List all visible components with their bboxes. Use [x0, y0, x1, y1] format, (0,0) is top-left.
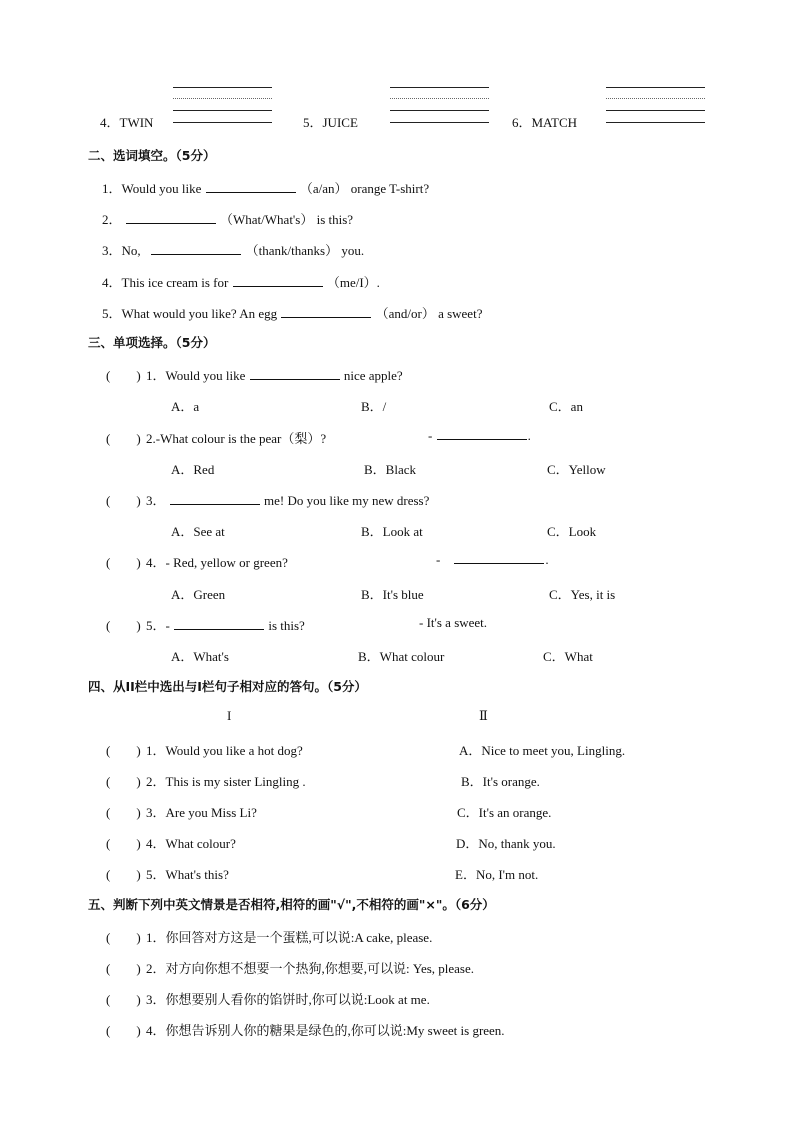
s3-q4-post: .: [545, 552, 549, 567]
s2-item-1: [102, 178, 429, 197]
s3-q2-option-a[interactable]: A．Red: [171, 462, 215, 477]
s3-q2-post: .: [527, 428, 531, 443]
s3-q2-option-b[interactable]: B．Black: [364, 462, 416, 477]
word-match: 6．MATCH: [512, 115, 578, 130]
s3-q4-answer: [436, 552, 549, 568]
answer-paren[interactable]: ( ): [106, 961, 141, 976]
section2-title: 二、选词填空。（5分）: [88, 148, 216, 163]
s3-q2-option-c[interactable]: C．Yellow: [547, 462, 606, 477]
s3-question-4: [146, 552, 288, 571]
s3-q3-blank[interactable]: [170, 493, 260, 505]
column-ii-header: Ⅱ: [479, 708, 488, 723]
answer-paren[interactable]: ( ): [106, 368, 141, 383]
s3-q5-option-a[interactable]: A．What's: [171, 649, 229, 664]
s2-item-4: [102, 272, 380, 291]
s3-q1-post: nice apple?: [343, 368, 403, 383]
s4-left-3: 3．Are you Miss Li?: [146, 805, 257, 820]
s3-q5-option-c[interactable]: C．What: [543, 649, 593, 664]
s2-item-5-blank[interactable]: [281, 306, 371, 318]
s5-item-1: 1．你回答对方这是一个蛋糕,可以说:A cake, please.: [146, 930, 433, 945]
s4-right-c: C．It's an orange.: [457, 805, 552, 820]
s2-item-2-blank[interactable]: [126, 212, 216, 224]
s3-question-3: [146, 490, 429, 509]
s5-item-4: 4．你想告诉别人你的糖果是绿色的,你可以说:My sweet is green.: [146, 1023, 505, 1038]
s2-item-3-pre: 3．No,: [102, 243, 141, 258]
answer-paren[interactable]: ( ): [106, 431, 141, 446]
s5-item-2: 2．对方向你想不想要一个热狗,你想要,可以说: Yes, please.: [146, 961, 475, 976]
s2-item-5: [102, 303, 482, 322]
s4-right-a: A．Nice to meet you, Lingling.: [459, 743, 626, 758]
word-twin: 4．TWIN: [100, 115, 154, 130]
s3-q4-dash: -: [436, 552, 441, 567]
s3-q4-option-a[interactable]: A．Green: [171, 587, 226, 602]
word-juice: 5．JUICE: [303, 115, 358, 130]
s3-q4-pre: 4．- Red, yellow or green?: [146, 555, 288, 570]
s3-q2-pre: 2.-What colour is the pear（梨）?: [146, 431, 327, 446]
s2-item-5-pre: 5．What would you like? An egg: [102, 306, 278, 321]
s2-item-2: [102, 209, 353, 228]
answer-paren[interactable]: ( ): [106, 493, 141, 508]
s3-q5-blank[interactable]: [174, 618, 264, 630]
s4-right-d: D．No, thank you.: [456, 836, 556, 851]
s3-q5-response: - It's a sweet.: [419, 615, 488, 630]
s4-right-b: B．It's orange.: [461, 774, 540, 789]
s2-item-4-post: （me/I）.: [326, 275, 380, 290]
section4-title: 四、从II栏中选出与I栏句子相对应的答句。（5分）: [88, 679, 367, 694]
answer-paren[interactable]: ( ): [106, 774, 141, 789]
s3-q5-pre: 5．-: [146, 618, 170, 633]
s2-item-2-pre: 2．: [102, 212, 122, 227]
section3-title: 三、单项选择。（5分）: [88, 335, 216, 350]
answer-paren[interactable]: ( ): [106, 618, 141, 633]
s3-q2-answer: [428, 428, 531, 444]
s4-left-2: 2．This is my sister Lingling .: [146, 774, 306, 789]
answer-paren[interactable]: ( ): [106, 836, 141, 851]
s2-item-3: [102, 240, 364, 259]
s2-item-3-blank[interactable]: [151, 243, 241, 255]
s3-q1-option-c[interactable]: C．an: [549, 399, 583, 414]
s2-item-1-blank[interactable]: [206, 181, 296, 193]
s3-q3-option-c[interactable]: C．Look: [547, 524, 597, 539]
s3-q5-option-b[interactable]: B．What colour: [358, 649, 445, 664]
s4-left-4: 4．What colour?: [146, 836, 236, 851]
s2-item-1-pre: 1．Would you like: [102, 181, 202, 196]
answer-paren[interactable]: ( ): [106, 1023, 141, 1038]
answer-paren[interactable]: ( ): [106, 743, 141, 758]
s2-item-1-post: （a/an） orange T-shirt?: [299, 181, 430, 196]
s3-q1-pre: 1．Would you like: [146, 368, 246, 383]
s2-item-3-post: （thank/thanks） you.: [245, 243, 365, 258]
answer-paren[interactable]: ( ): [106, 992, 141, 1007]
s2-item-5-post: （and/or） a sweet?: [375, 306, 483, 321]
s3-q2-blank[interactable]: [437, 428, 527, 440]
s3-q4-blank[interactable]: [454, 552, 544, 564]
s3-q4-option-b[interactable]: B．It's blue: [361, 587, 424, 602]
s3-q1-blank[interactable]: [250, 368, 340, 380]
s3-q3-post: me! Do you like my new dress?: [264, 493, 430, 508]
answer-paren[interactable]: ( ): [106, 555, 141, 570]
s3-q3-option-a[interactable]: A．See at: [171, 524, 225, 539]
answer-paren[interactable]: ( ): [106, 805, 141, 820]
s4-left-1: 1．Would you like a hot dog?: [146, 743, 303, 758]
s5-item-3: 3．你想要别人看你的馅饼时,你可以说:Look at me.: [146, 992, 430, 1007]
s3-q5-post: is this?: [268, 618, 305, 633]
s3-q1-option-a[interactable]: A．a: [171, 399, 200, 414]
answer-paren[interactable]: ( ): [106, 930, 141, 945]
s2-item-2-post: （What/What's） is this?: [220, 212, 354, 227]
s3-q3-pre: 3．: [146, 493, 166, 508]
s3-question-5: [146, 615, 305, 634]
s4-right-e: E．No, I'm not.: [455, 867, 539, 882]
s3-q4-option-c[interactable]: C．Yes, it is: [549, 587, 616, 602]
s2-item-4-pre: 4．This ice cream is for: [102, 275, 229, 290]
s4-left-5: 5．What's this?: [146, 867, 229, 882]
s3-q2-dash: -: [428, 428, 433, 443]
column-i-header: I: [227, 708, 232, 723]
section5-title: 五、判断下列中英文情景是否相符,相符的画"√",不相符的画"×"。（6分）: [88, 897, 495, 912]
s3-q3-option-b[interactable]: B．Look at: [361, 524, 423, 539]
answer-paren[interactable]: ( ): [106, 867, 141, 882]
s3-q1-option-b[interactable]: B．/: [361, 399, 387, 414]
s3-question-1: [146, 365, 403, 384]
s3-question-2: [146, 428, 326, 447]
s2-item-4-blank[interactable]: [233, 275, 323, 287]
